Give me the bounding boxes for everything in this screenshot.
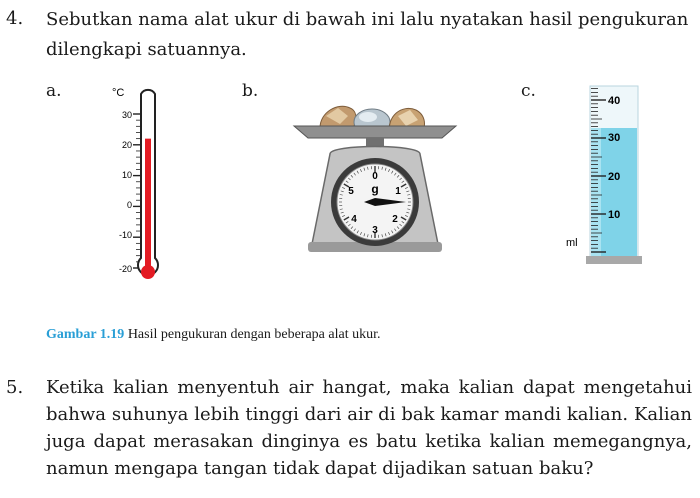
question-4-line-1: Sebutkan nama alat ukur di bawah ini lalu nyatakan hasil pengukuran [46,9,689,30]
thermometer-unit-label: °C [112,87,125,99]
cylinder-tick-label: 10 [608,209,621,221]
measuring-cylinder-figure [560,82,650,272]
thermometer-tick-label: 30 [121,110,132,120]
figure-caption-text: Hasil pengukuran dengan beberapa alat ukur. [127,327,381,342]
scale-needle-hub [372,199,378,205]
dial-number: 1 [395,186,401,197]
item-label-b: b. [242,81,259,101]
thermometer-tick-label: -20 [118,264,132,274]
dial-number: 2 [392,214,398,225]
question-5-number: 5. [6,377,24,398]
cylinder-tick-label: 40 [608,95,621,107]
thermometer-bulb [141,265,155,279]
thermometer-tick-label: 0 [126,200,132,210]
thermometer-mercury-column [145,139,151,272]
cylinder-tick-label: 20 [608,171,621,183]
figure-caption-label: Gambar 1.19 [46,327,125,342]
thermometer-tick-label: -10 [118,230,132,240]
question-4-number: 4. [6,8,24,29]
question-4-line-2: dilengkapi satuannya. [46,39,247,60]
thermometer-figure [100,82,180,292]
scale-unit-label: g [371,182,379,196]
scale-pan [294,126,456,138]
cylinder-base [586,256,642,264]
dial-number: 5 [348,186,354,197]
item-label-c: c. [521,81,536,101]
cylinder-tick-label: 30 [608,132,621,144]
item-label-a: a. [46,81,62,101]
question-5-text: Ketika kalian menyentuh air hangat, maka kalian dapat mengetahui bahwa suhunya lebih tinggi dari air di bak kamar mandi kalian. Kalian juga dapat merasakan dinginya es batu ketika kalian memegangnya, namun mengapa tangan tidak dapat dijadikan satuan baku? [46,377,692,479]
thermometer-tick-label: 10 [121,170,132,180]
dial-number: 3 [372,225,378,236]
scale-pan-stem [366,138,384,146]
weighing-scale-figure [290,94,460,264]
dial-number: 4 [351,214,357,225]
cylinder-liquid-shade [591,128,601,258]
cylinder-unit-label: ml [566,237,578,249]
thermometer-tick-labels [119,110,132,274]
dial-number: 0 [372,171,378,182]
figure-caption [46,327,381,343]
thermometer-tick-marks [133,114,140,268]
thermometer-tick-label: 20 [121,140,132,150]
